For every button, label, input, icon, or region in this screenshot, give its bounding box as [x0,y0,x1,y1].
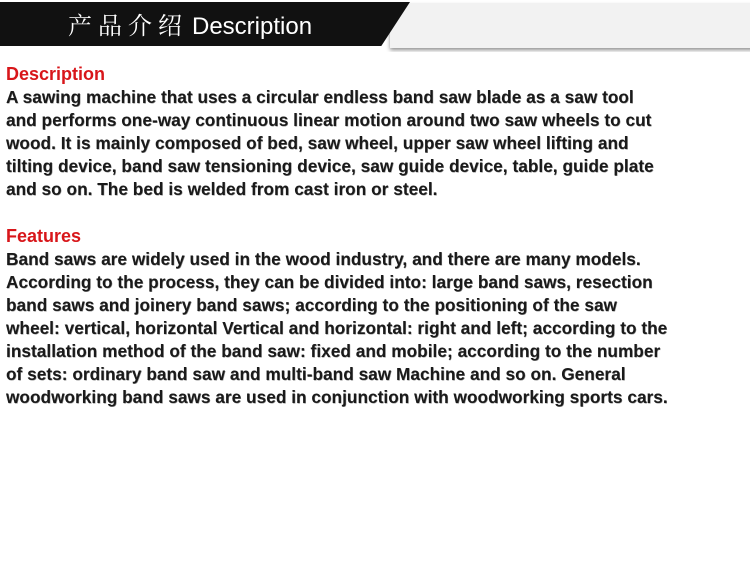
header-banner-right-panel [390,4,750,48]
main-content [6,63,746,409]
page-title [68,8,312,44]
description-line: tilting device, band saw tensioning device, saw guide device, table, guide plate [6,156,654,176]
description-heading: Description [6,64,106,84]
features-line: band saws and joinery band saws; according to the positioning of the saw [6,295,617,315]
features-heading: Features [6,226,82,246]
features-line: wheel: vertical, horizontal Vertical and horizontal: right and left; according to the [6,318,668,338]
description-section [6,63,746,201]
features-line: installation method of the band saw: fixed and mobile; according to the number [6,341,661,361]
description-line: A sawing machine that uses a circular endless band saw blade as a saw tool [6,87,634,107]
header-banner [0,0,750,52]
features-line: woodworking band saws are used in conjunction with woodworking sports cars. [6,387,668,407]
features-line: of sets: ordinary band saw and multi-band saw Machine and so on. General [6,364,626,384]
description-line: wood. It is mainly composed of bed, saw wheel, upper saw wheel lifting and [6,133,629,153]
features-section [6,225,746,409]
section-spacer [6,201,746,225]
features-line: Band saws are widely used in the wood industry, and there are many models. [6,249,641,269]
description-line: and performs one-way continuous linear motion around two saw wheels to cut [6,110,652,130]
description-line: and so on. The bed is welded from cast iron or steel. [6,179,438,199]
page-title-english: Description [192,13,313,40]
page-title-chinese: 产品介绍 [68,12,188,40]
features-line: According to the process, they can be divided into: large band saws, resection [6,272,653,292]
